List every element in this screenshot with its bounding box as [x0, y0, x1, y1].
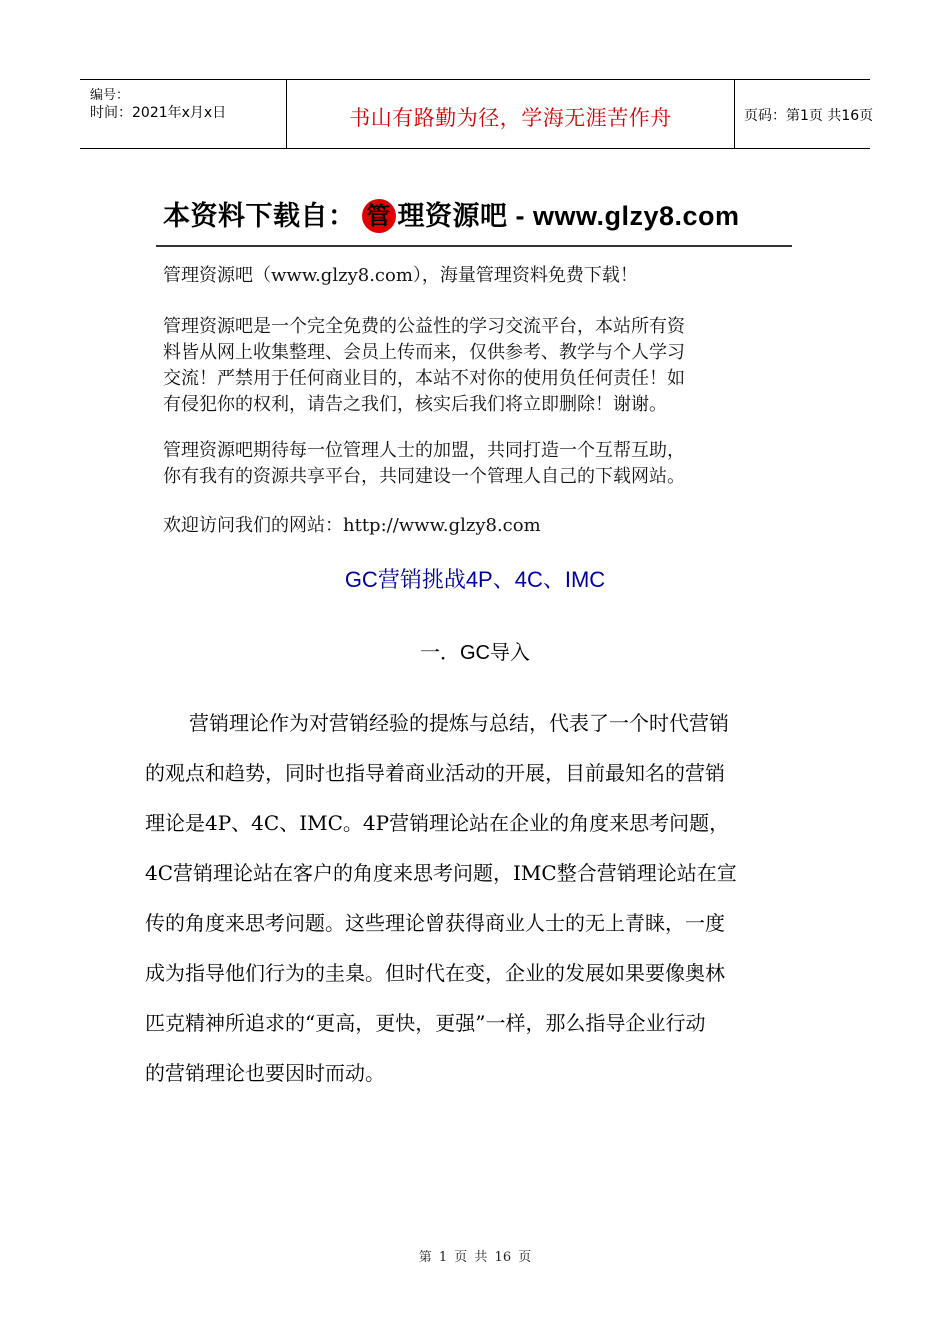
body-line: 成为指导他们行为的圭臬。但时代在变，企业的发展如果要像奥林	[145, 961, 725, 985]
section-heading: 一．GC导入	[420, 642, 530, 664]
body-line: 匹克精神所追求的“更高，更快，更强”一样，那么指导企业行动	[145, 1011, 706, 1035]
document-date: 时间：2021年x月x日	[90, 105, 227, 121]
intro-visit-text: 欢迎访问我们的网站：http://www.glzy8.com	[163, 515, 541, 536]
intro-text: 料皆从网上收集整理、会员上传而来，仅供参考、教学与个人学习	[163, 342, 685, 363]
header-motto-cell	[286, 80, 735, 148]
header-motto: 书山有路勤为径，学海无涯苦作舟	[349, 106, 672, 130]
banner-brand: 理资源吧	[397, 201, 508, 232]
document-title: GC营销挑战4P、4C、IMC	[344, 567, 606, 592]
banner-text	[163, 194, 740, 237]
intro-text: 你有我有的资源共享平台，共同建设一个管理人自己的下载网站。	[163, 466, 685, 487]
body-line: 传的角度来思考问题。这些理论曾获得商业人士的无上青睐，一度	[145, 911, 725, 935]
document-number-label: 编号：	[90, 88, 130, 103]
download-banner	[163, 192, 803, 232]
body-line: 理论是4P、4C、IMC。4P营销理论站在企业的角度来思考问题，	[145, 811, 730, 835]
page-header	[80, 79, 874, 149]
page-footer: 第 1 页 共 16 页	[418, 1250, 532, 1265]
intro-line-1	[163, 263, 638, 289]
banner-prefix: 本资料下载自：	[163, 201, 356, 232]
intro-text: 交流！严禁用于任何商业目的，本站不对你的使用负任何责任！如	[163, 368, 685, 389]
body-line: 的观点和趋势，同时也指导着商业活动的开展，目前最知名的营销	[145, 761, 725, 785]
banner-divider	[156, 245, 792, 247]
body-line: 营销理论作为对营销经验的提炼与总结，代表了一个时代营销	[189, 711, 729, 735]
brand-logo-icon: 管	[362, 199, 396, 233]
header-meta-cell	[80, 80, 286, 148]
intro-text: 管理资源吧（www.glzy8.com），海量管理资料免费下载！	[163, 265, 638, 286]
header-page-cell	[734, 80, 874, 148]
intro-text: 有侵犯你的权利，请告之我们，核实后我们将立即删除！谢谢。	[163, 394, 667, 415]
body-line: 4C营销理论站在客户的角度来思考问题，IMC整合营销理论站在宣	[145, 861, 737, 885]
intro-paragraph-2	[163, 314, 685, 418]
header-page-info: 页码：第1页 共16页	[744, 108, 874, 124]
intro-text: 管理资源吧期待每一位管理人士的加盟，共同打造一个互帮互助，	[163, 440, 685, 461]
intro-paragraph-3	[163, 438, 685, 490]
banner-url: - www.glzy8.com	[507, 201, 740, 231]
body-paragraph	[145, 703, 815, 1103]
body-line: 的营销理论也要因时而动。	[145, 1061, 385, 1085]
intro-visit	[163, 513, 541, 539]
intro-text: 管理资源吧是一个完全免费的公益性的学习交流平台，本站所有资	[163, 316, 685, 337]
